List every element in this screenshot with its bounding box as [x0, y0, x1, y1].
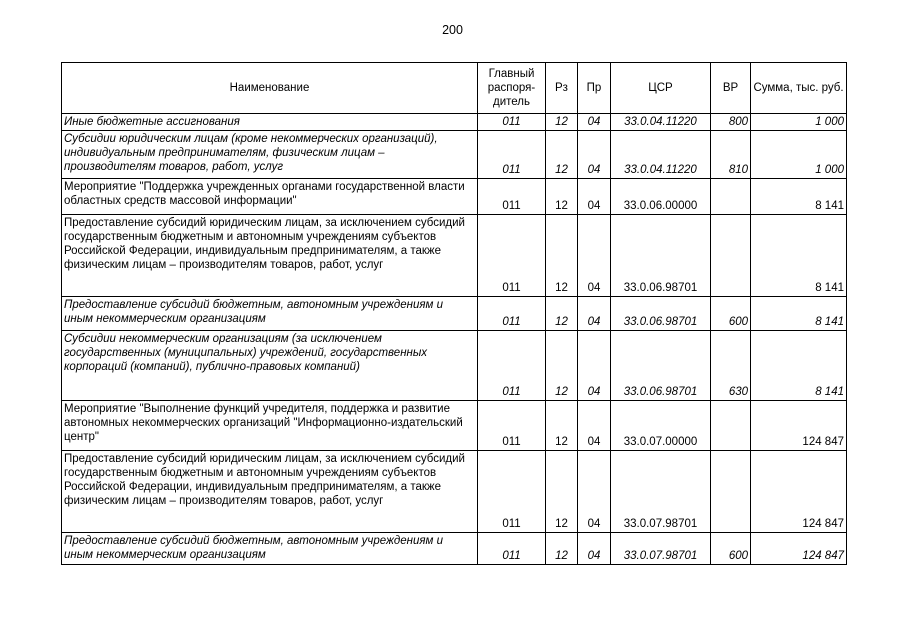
- row-rz: 12: [546, 131, 578, 179]
- row-csr: 33.0.06.98701: [611, 297, 711, 331]
- table-row: [62, 131, 847, 179]
- row-vr: [711, 215, 751, 297]
- row-vr: 600: [711, 297, 751, 331]
- row-rz: 12: [546, 451, 578, 533]
- row-rz: 12: [546, 215, 578, 297]
- row-glav: 011: [478, 331, 546, 401]
- row-name: Предоставление субсидий бюджетным, автономным учреждениям и иным некоммерческим организациям: [62, 297, 478, 331]
- row-csr: 33.0.06.00000: [611, 179, 711, 215]
- row-csr: 33.0.04.11220: [611, 114, 711, 131]
- row-sum: 1 000: [751, 131, 847, 179]
- row-glav: 011: [478, 215, 546, 297]
- row-sum: 8 141: [751, 215, 847, 297]
- table-row: [62, 533, 847, 565]
- row-name: Предоставление субсидий бюджетным, автономным учреждениям и иным некоммерческим организациям: [62, 533, 478, 565]
- header-glav: Главный распоря-дитель: [478, 63, 546, 114]
- row-sum: 8 141: [751, 297, 847, 331]
- row-vr: 800: [711, 114, 751, 131]
- table-row: [62, 114, 847, 131]
- table-header-row: [62, 63, 847, 114]
- row-rz: 12: [546, 401, 578, 451]
- page-number: 200: [442, 23, 463, 37]
- row-rz: 12: [546, 533, 578, 565]
- row-sum: 124 847: [751, 533, 847, 565]
- header-pr: Пр: [578, 63, 611, 114]
- header-vr: ВР: [711, 63, 751, 114]
- row-vr: [711, 179, 751, 215]
- row-vr: [711, 401, 751, 451]
- row-name: Предоставление субсидий юридическим лицам, за исключением субсидий государственным бюджетным и автономным учреждениям субъектов Российской Федерации, индивидуальным предпринимателям, а также физическим лицам – производителям товаров, работ, услуг: [62, 451, 478, 533]
- row-sum: 124 847: [751, 451, 847, 533]
- row-name: Мероприятие "Поддержка учрежденных органами государственной власти областных средств массовой информации": [62, 179, 478, 215]
- table-row: [62, 451, 847, 533]
- table-row: [62, 215, 847, 297]
- row-pr: 04: [578, 533, 611, 565]
- row-csr: 33.0.07.98701: [611, 451, 711, 533]
- row-pr: 04: [578, 215, 611, 297]
- row-glav: 011: [478, 114, 546, 131]
- row-sum: 8 141: [751, 179, 847, 215]
- header-rz: Рз: [546, 63, 578, 114]
- row-sum: 1 000: [751, 114, 847, 131]
- row-glav: 011: [478, 179, 546, 215]
- row-name: Мероприятие "Выполнение функций учредителя, поддержка и развитие автономных некоммерческих организаций "Информационно-издательский центр": [62, 401, 478, 451]
- row-vr: 600: [711, 533, 751, 565]
- row-sum: 124 847: [751, 401, 847, 451]
- row-name: Предоставление субсидий юридическим лицам, за исключением субсидий государственным бюджетным и автономным учреждениям субъектов Российской Федерации, индивидуальным предпринимателям, а также физическим лицам – производителям товаров, работ, услуг: [62, 215, 478, 297]
- table-row: [62, 401, 847, 451]
- row-rz: 12: [546, 297, 578, 331]
- row-csr: 33.0.07.00000: [611, 401, 711, 451]
- row-csr: 33.0.04.11220: [611, 131, 711, 179]
- row-rz: 12: [546, 114, 578, 131]
- row-pr: 04: [578, 179, 611, 215]
- table-row: [62, 179, 847, 215]
- row-name: Субсидии юридическим лицам (кроме некоммерческих организаций), индивидуальным предпринимателям, физическим лицам – производителям товаров, работ, услуг: [62, 131, 478, 179]
- row-csr: 33.0.07.98701: [611, 533, 711, 565]
- row-rz: 12: [546, 331, 578, 401]
- budget-table: [61, 62, 847, 565]
- row-csr: 33.0.06.98701: [611, 215, 711, 297]
- row-glav: 011: [478, 401, 546, 451]
- row-vr: 810: [711, 131, 751, 179]
- header-csr: ЦСР: [611, 63, 711, 114]
- row-pr: 04: [578, 401, 611, 451]
- row-pr: 04: [578, 297, 611, 331]
- row-sum: 8 141: [751, 331, 847, 401]
- table-row: [62, 297, 847, 331]
- row-glav: 011: [478, 131, 546, 179]
- table-row: [62, 331, 847, 401]
- row-vr: [711, 451, 751, 533]
- header-name: Наименование: [62, 63, 478, 114]
- row-glav: 011: [478, 533, 546, 565]
- row-pr: 04: [578, 131, 611, 179]
- row-csr: 33.0.06.98701: [611, 331, 711, 401]
- row-pr: 04: [578, 114, 611, 131]
- row-glav: 011: [478, 297, 546, 331]
- row-vr: 630: [711, 331, 751, 401]
- row-name: Иные бюджетные ассигнования: [62, 114, 478, 131]
- row-name: Субсидии некоммерческим организациям (за исключением государственных (муниципальных) учреждений, государственных корпораций (компаний), публично-правовых компаний): [62, 331, 478, 401]
- row-glav: 011: [478, 451, 546, 533]
- row-pr: 04: [578, 331, 611, 401]
- header-sum: Сумма, тыс. руб.: [751, 63, 847, 114]
- row-pr: 04: [578, 451, 611, 533]
- row-rz: 12: [546, 179, 578, 215]
